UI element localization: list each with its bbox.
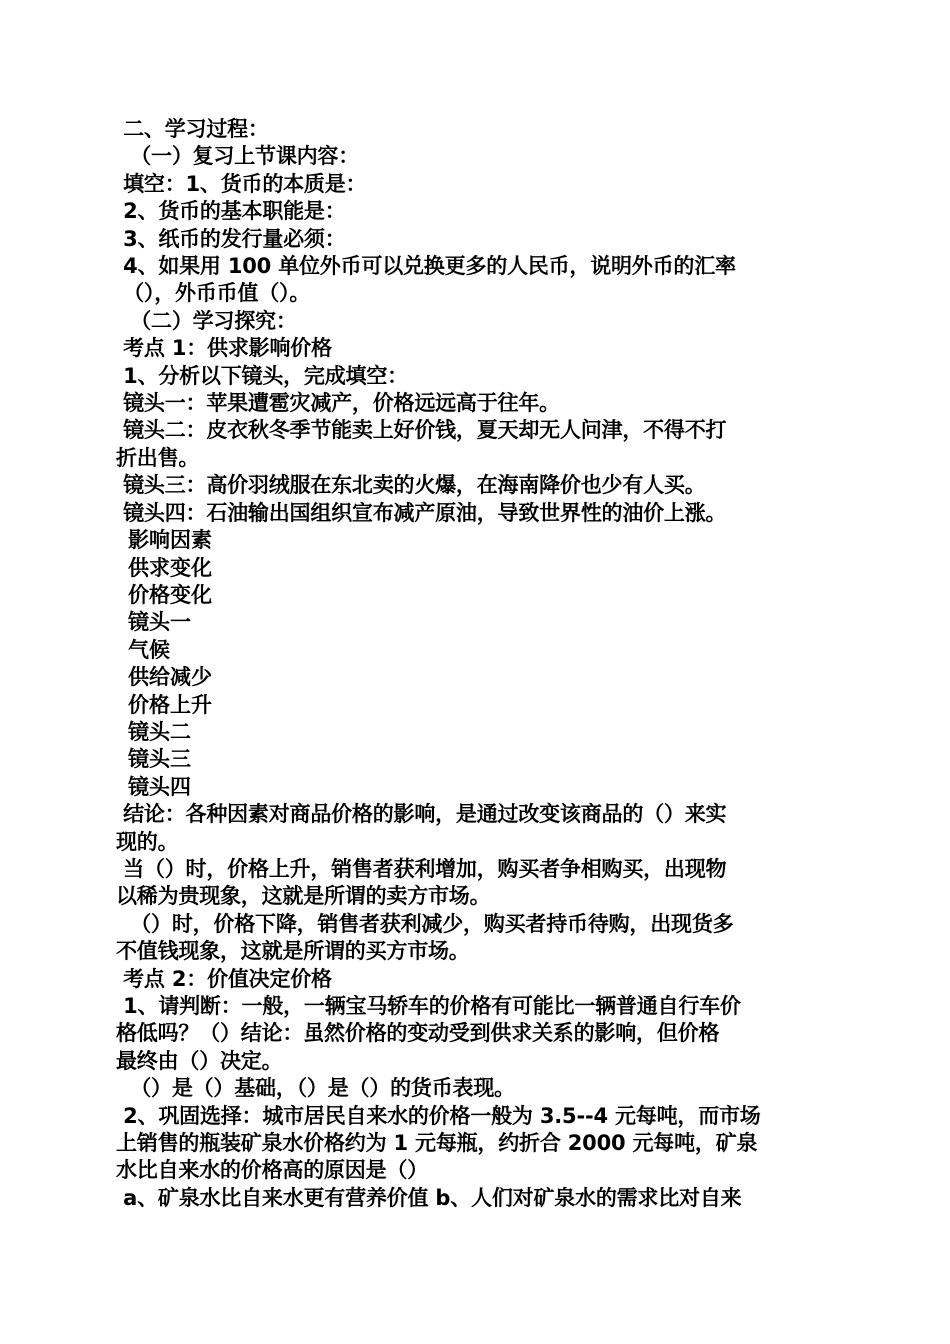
subsection-heading-explore: （二）学习探究：: [116, 308, 297, 333]
document-page: [116, 116, 836, 1212]
topic-2-heading: 考点 2：价值决定价格: [116, 966, 332, 991]
table-row-scene-2: 镜头二: [128, 719, 191, 744]
fill-blank-question-3: 3、纸币的发行量必须：: [116, 226, 346, 251]
value-price-relation: （）是（）基础，（）是（）的货币表现。: [116, 1076, 515, 1101]
judge-question: 1、请判断：一般，一辆宝马轿车的价格有可能比一辆普通自行车价: [116, 994, 741, 1018]
scene-2-text: 镜头二：皮衣秋冬季节能卖上好价钱，夏天却无人问津，不得不打: [116, 418, 727, 443]
scene-2-text-cont: 折出售。: [116, 445, 200, 470]
choice-question-cont: 上销售的瓶装矿泉水价格约为 1 元每瓶，约折合 2000 元每吨，矿泉: [116, 1131, 758, 1156]
table-row-scene-3: 镜头三: [128, 747, 191, 772]
table-cell-price-rise: 价格上升: [128, 692, 212, 717]
table-row-scene-1: 镜头一: [128, 610, 191, 635]
choice-question-cont-2: 水比自来水的价格高的原因是（）: [116, 1158, 428, 1183]
fill-blank-question-4: 4、如果用 100 单位外币可以兑换更多的人民币，说明外币的汇率: [116, 254, 736, 279]
scene-3-text: 镜头三：高价羽绒服在东北卖的火爆，在海南降价也少有人买。: [116, 473, 706, 498]
section-heading-learning-process: 二、学习过程：: [116, 117, 269, 141]
fill-blank-question-2: 2、货币的基本职能是：: [116, 199, 346, 224]
table-cell-supply-decrease: 供给减少: [128, 665, 212, 690]
topic-1-instruction: 1、分析以下镜头，完成填空：: [116, 363, 408, 388]
analysis-table: [116, 527, 836, 801]
subsection-heading-review: （一）复习上节课内容：: [116, 144, 360, 169]
conclusion-text: 结论：各种因素对商品价格的影响，是通过改变该商品的（）来实: [116, 802, 727, 827]
fill-blank-question-1: 填空：1、货币的本质是：: [116, 171, 367, 196]
buyer-market-text-cont: 不值钱现象，这就是所谓的买方市场。: [116, 939, 470, 964]
judge-question-cont: 格低吗？（）结论：虽然价格的变动受到供求关系的影响，但价格: [116, 1021, 720, 1046]
choice-question: 2、巩固选择：城市居民自来水的价格一般为 3.5--4 元每吨，而市场: [116, 1103, 761, 1128]
scene-1-text: 镜头一：苹果遭雹灾减产，价格远远高于往年。: [116, 391, 560, 416]
fill-blank-question-4-cont: （），外币币值（）。: [116, 281, 311, 306]
table-header-factor: 影响因素: [128, 528, 212, 553]
table-header-supply-demand: 供求变化: [128, 555, 212, 580]
seller-market-text: 当（）时，价格上升，销售者获利增加，购买者争相购买，出现物: [116, 856, 727, 881]
choice-options: a、矿泉水比自来水更有营养价值 b、人们对矿泉水的需求比对自来: [116, 1185, 742, 1210]
table-row-scene-4: 镜头四: [128, 774, 191, 799]
conclusion-text-cont: 现的。: [116, 829, 179, 854]
table-cell-climate: 气候: [128, 637, 170, 662]
buyer-market-text: （）时，价格下降，销售者获利减少，购买者持币待购，出现货多: [116, 911, 734, 936]
judge-question-cont-2: 最终由（）决定。: [116, 1048, 283, 1073]
scene-4-text: 镜头四：石油输出国组织宣布减产原油，导致世界性的油价上涨。: [116, 500, 727, 525]
table-header-price-change: 价格变化: [128, 582, 212, 607]
seller-market-text-cont: 以稀为贵现象，这就是所谓的卖方市场。: [116, 884, 491, 909]
topic-1-heading: 考点 1：供求影响价格: [116, 336, 332, 361]
